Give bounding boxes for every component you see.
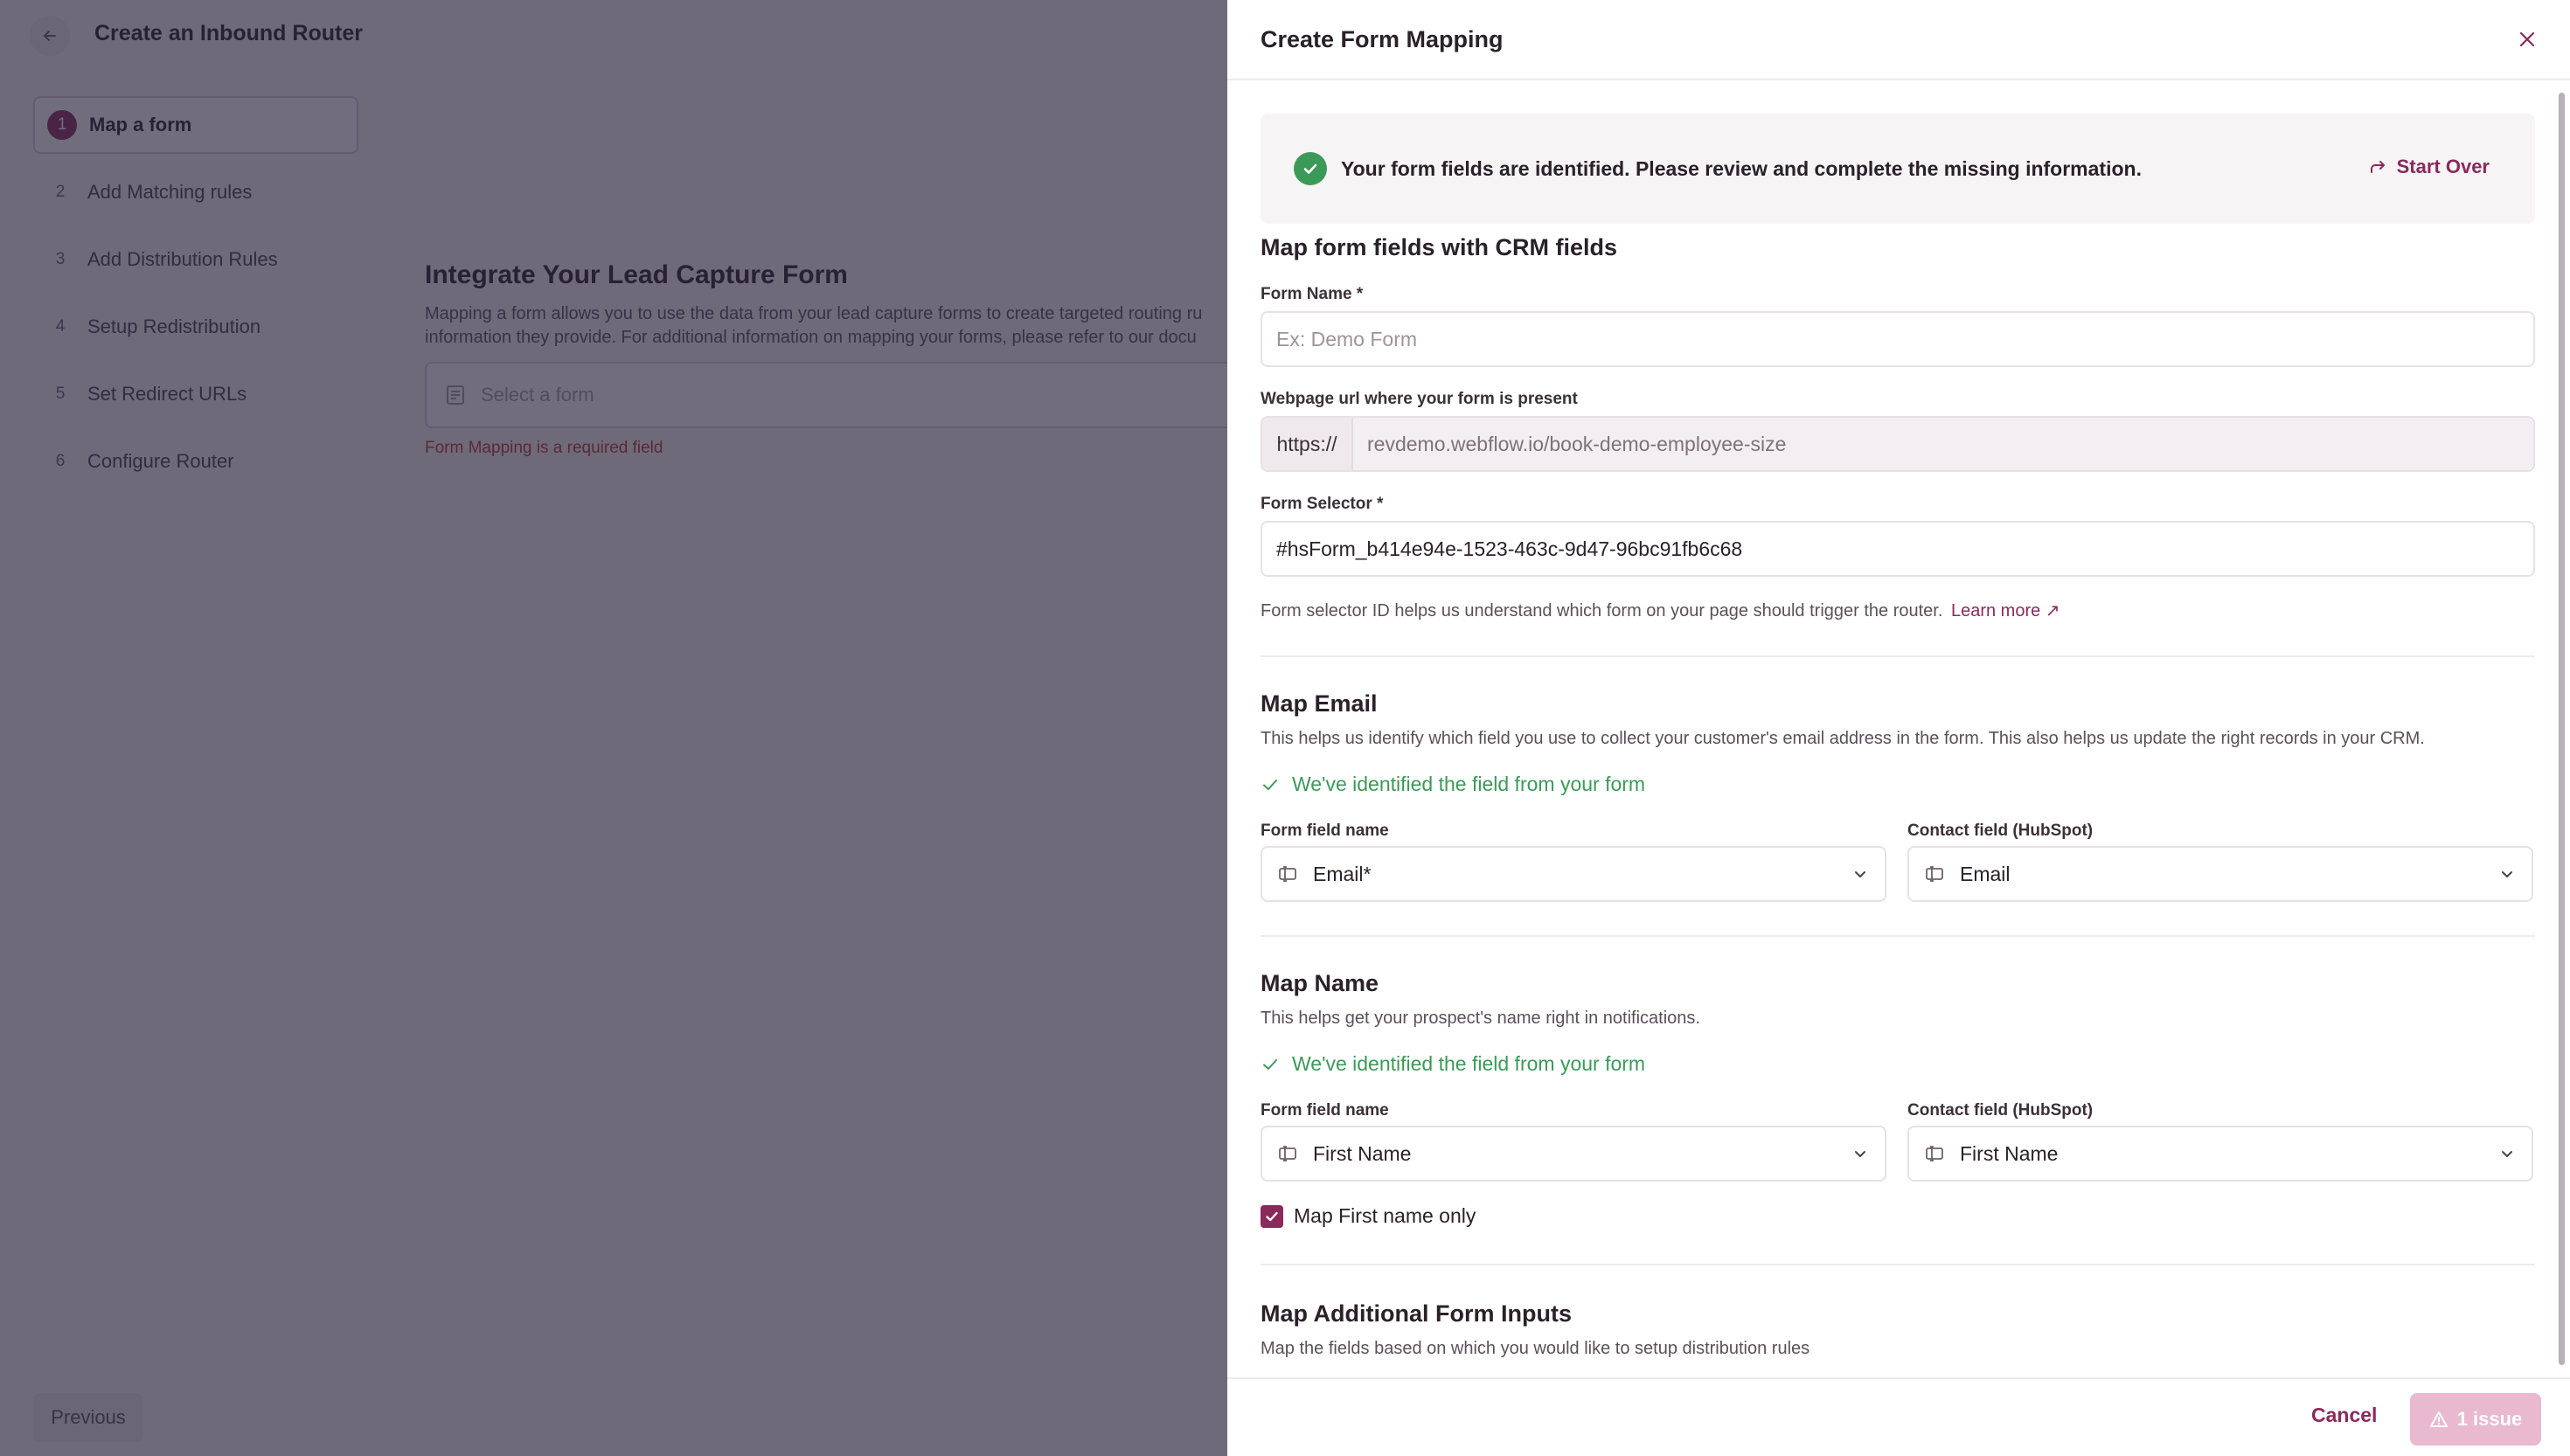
email-contact-field-select[interactable] — [1907, 846, 2533, 902]
checkbox-checked-icon — [1261, 1205, 1283, 1228]
map-name-desc: This helps get your prospect's name right in notifications. — [1261, 1009, 1700, 1028]
webpage-url-label: Webpage url where your form is present — [1261, 390, 1578, 408]
start-over-button[interactable] — [2369, 156, 2490, 178]
email-contact-field-label: Contact field (HubSpot) — [1907, 822, 2094, 840]
name-form-field-label: Form field name — [1261, 1101, 1389, 1120]
share-forward-icon — [2369, 158, 2386, 176]
field-icon — [1925, 864, 1944, 884]
issues-label: 1 issue — [2456, 1408, 2523, 1430]
drawer-header — [1227, 0, 2570, 80]
name-contact-field-value: First Name — [1960, 1141, 2059, 1165]
chevron-down-icon — [1851, 865, 1869, 883]
banner-text: Your form fields are identified. Please review and complete the missing information. — [1341, 156, 2142, 180]
cancel-button[interactable]: Cancel — [2311, 1404, 2378, 1426]
email-form-field-select[interactable] — [1261, 846, 1886, 902]
check-icon — [1261, 1055, 1280, 1074]
map-additional-title: Map Additional Form Inputs — [1261, 1300, 1572, 1327]
form-name-label: Form Name * — [1261, 285, 1364, 303]
start-over-label: Start Over — [2396, 156, 2490, 177]
name-form-field-select[interactable] — [1261, 1126, 1886, 1182]
url-prefix: https:// — [1262, 418, 1353, 470]
modal-overlay[interactable] — [0, 0, 1227, 1456]
url-value: revdemo.webflow.io/book-demo-employee-size — [1367, 432, 1787, 455]
map-email-desc: This helps us identify which field you use to collect your customer's email address in the form. This also helps us update the right records in your CRM. — [1261, 729, 2425, 748]
crm-section-title: Map form fields with CRM fields — [1261, 234, 1618, 260]
drawer-footer — [1227, 1377, 2570, 1456]
chevron-down-icon — [2498, 1145, 2516, 1162]
email-form-field-label: Form field name — [1261, 822, 1389, 840]
field-icon — [1925, 1144, 1944, 1163]
divider — [1261, 655, 2535, 657]
email-identified-text: We've identified the field from your form — [1292, 773, 1646, 795]
name-form-field-value: First Name — [1313, 1141, 1412, 1165]
name-contact-field-label: Contact field (HubSpot) — [1907, 1101, 2094, 1120]
drawer-scrollbar[interactable] — [2559, 93, 2565, 1365]
map-first-name-only-label: Map First name only — [1294, 1204, 1476, 1227]
close-button[interactable] — [2514, 26, 2540, 52]
success-banner — [1261, 114, 2535, 224]
drawer-title: Create Form Mapping — [1261, 26, 1504, 52]
map-additional-desc: Map the fields based on which you would like to setup distribution rules — [1261, 1339, 1810, 1358]
webpage-url-input[interactable] — [1261, 416, 2535, 472]
map-email-title: Map Email — [1261, 690, 1378, 717]
issues-button[interactable] — [2410, 1393, 2541, 1446]
map-first-name-only-checkbox[interactable] — [1261, 1204, 1476, 1228]
email-contact-field-value: Email — [1960, 862, 2011, 885]
form-selector-help — [1261, 600, 2060, 621]
map-name-title: Map Name — [1261, 970, 1379, 996]
name-identified-text: We've identified the field from your form — [1292, 1052, 1646, 1075]
learn-more-link[interactable]: Learn more ↗ — [1950, 601, 2060, 621]
email-form-field-value: Email* — [1313, 862, 1372, 885]
form-selector-help-text: Form selector ID helps us understand which form on your page should trigger the router. — [1261, 601, 1943, 621]
field-icon — [1278, 864, 1297, 884]
form-selector-label: Form Selector * — [1261, 495, 1384, 513]
divider — [1261, 1264, 2535, 1265]
email-identified — [1261, 773, 1645, 796]
warning-icon — [2429, 1410, 2448, 1429]
divider — [1261, 935, 2535, 937]
form-selector-input[interactable]: #hsForm_b414e94e-1523-463c-9d47-96bc91fb6c68 — [1261, 521, 2535, 577]
name-identified — [1261, 1052, 1645, 1076]
check-icon — [1261, 775, 1280, 794]
field-icon — [1278, 1144, 1297, 1163]
chevron-down-icon — [1851, 1145, 1869, 1162]
drawer-body[interactable] — [1227, 80, 2570, 1377]
form-name-input[interactable]: Ex: Demo Form — [1261, 311, 2535, 367]
check-circle-icon — [1294, 152, 1327, 185]
create-form-mapping-drawer — [1227, 0, 2570, 1456]
close-icon — [2519, 31, 2535, 47]
name-contact-field-select[interactable] — [1907, 1126, 2533, 1182]
chevron-down-icon — [2498, 865, 2516, 883]
